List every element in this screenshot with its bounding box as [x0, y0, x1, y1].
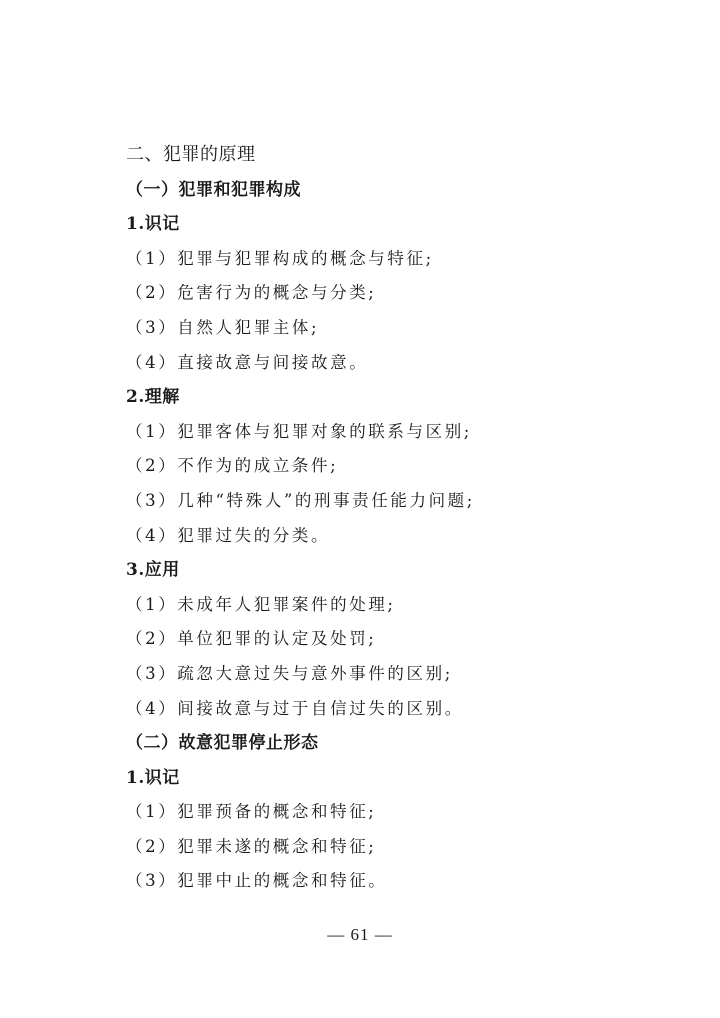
list-item: （2）危害行为的概念与分类; — [126, 283, 377, 303]
list-item: （3）犯罪中止的概念和特征。 — [126, 871, 388, 891]
list-item: （1）犯罪客体与犯罪对象的联系与区别; — [126, 421, 472, 441]
heading-understand: 2.理解 — [126, 387, 180, 408]
list-item: （4）直接故意与间接故意。 — [126, 352, 369, 372]
list-item: （3）自然人犯罪主体; — [126, 317, 320, 337]
heading-recall-2: 1.识记 — [126, 767, 180, 788]
list-item: （4）犯罪过失的分类。 — [126, 525, 331, 545]
page-content — [126, 138, 646, 899]
subsection-title-2: （二）故意犯罪停止形态 — [126, 733, 319, 754]
list-item: （2）不作为的成立条件; — [126, 456, 339, 476]
list-item: （1）犯罪预备的概念和特征; — [126, 802, 377, 822]
list-item: （2）单位犯罪的认定及处罚; — [126, 629, 377, 649]
heading-recall: 1.识记 — [126, 214, 180, 235]
list-item: （2）犯罪未遂的概念和特征; — [126, 836, 377, 856]
list-item: （1）犯罪与犯罪构成的概念与特征; — [126, 248, 434, 268]
list-item: （3）几种“特殊人”的刑事责任能力问题; — [126, 490, 475, 510]
heading-apply: 3.应用 — [126, 560, 180, 581]
list-item: （3）疏忽大意过失与意外事件的区别; — [126, 663, 453, 683]
list-item: （1）未成年人犯罪案件的处理; — [126, 594, 396, 614]
subsection-title-1: （一）犯罪和犯罪构成 — [126, 179, 301, 200]
list-item: （4）间接故意与过于自信过失的区别。 — [126, 698, 464, 718]
section-title: 二、犯罪的原理 — [126, 144, 256, 165]
page-number: — 61 — — [327, 925, 393, 944]
